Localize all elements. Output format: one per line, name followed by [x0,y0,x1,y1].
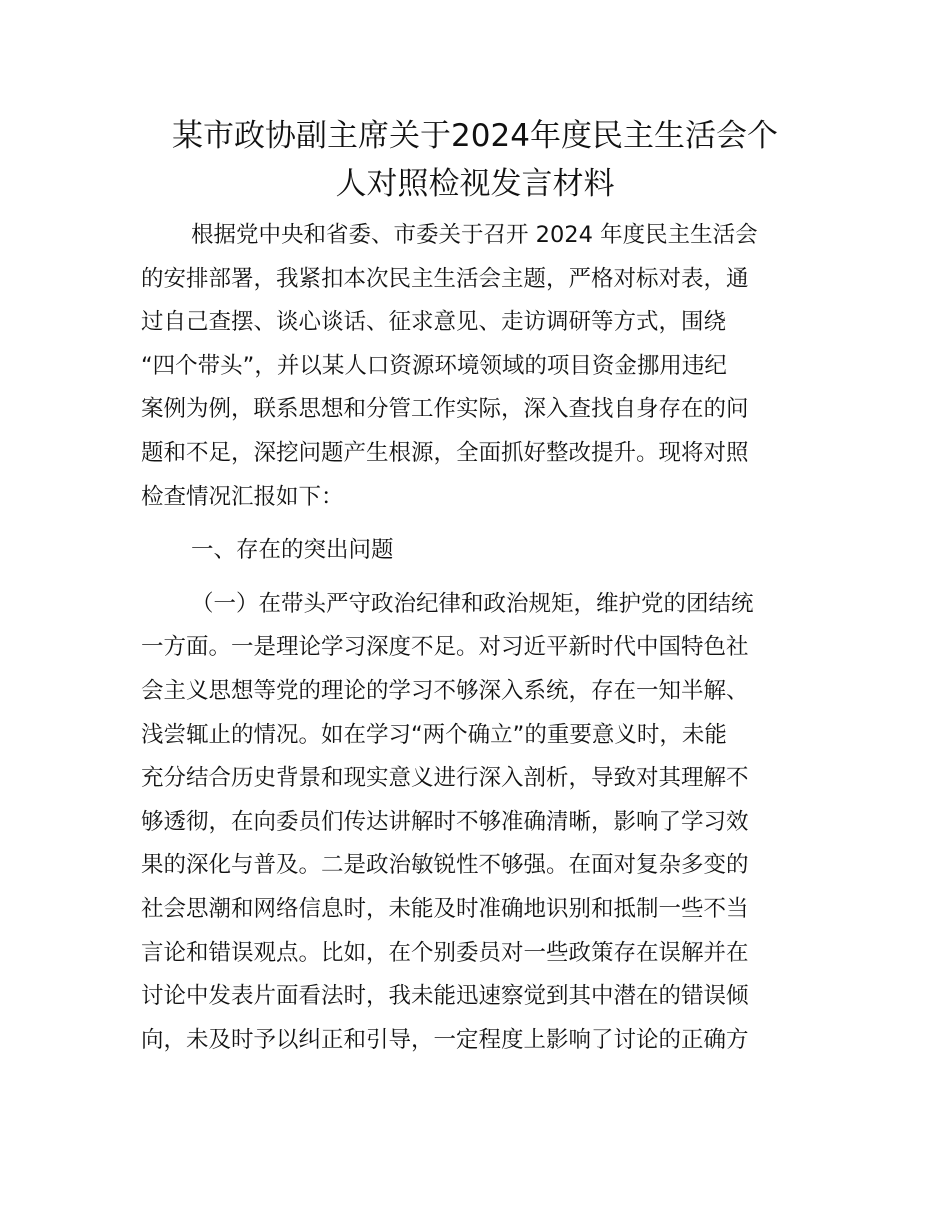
document-body [141,214,811,1062]
section-line-10: 讨论中发表片面看法时，我未能迅速察觉到其中潜在的错误倾 [141,983,749,1010]
intro-line-6: 题和不足，深挖问题产生根源，全面抓好整改提升。现将对照 [141,439,749,466]
title-line-2: 人对照检视发言材料 [335,166,615,202]
section-line-8: 社会思潮和网络信息时，未能及时准确地识别和抵制一些不当 [141,895,749,922]
section-line-7: 果的深化与普及。二是政治敏锐性不够强。在面对复杂多变的 [141,852,749,879]
section-line-1: （一）在带头严守政治纪律和政治规矩，维护党的团结统 [191,590,754,617]
title-line-1: 某市政协副主席关于2024年度民主生活会个 [172,118,778,154]
document-title [120,112,830,208]
section-line-9: 言论和错误观点。比如，在个别委员对一些政策存在误解并在 [141,939,749,966]
section-line-6: 够透彻，在向委员们传达讲解时不够准确清晰，影响了学习效 [141,808,749,835]
intro-line-3: 过自己查摆、谈心谈话、征求意见、走访调研等方式，围绕 [141,309,727,336]
section-line-3: 会主义思想等党的理论的学习不够深入系统，存在一知半解、 [141,677,749,704]
intro-paragraph [141,214,811,519]
intro-line-2: 的安排部署，我紧扣本次民主生活会主题，严格对标对表，通 [141,265,749,292]
section-line-5: 充分结合历史背景和现实意义进行深入剖析，导致对其理解不 [141,765,749,792]
section-heading: 一、存在的突出问题 [191,537,394,564]
section-line-4: 浅尝辄止的情况。如在学习“两个确立”的重要意义时，未能 [141,721,727,748]
intro-line-5: 案例为例，联系思想和分管工作实际，深入查找自身存在的问 [141,396,749,423]
intro-line-1: 根据党中央和省委、市委关于召开 2024 年度民主生活会 [191,222,758,248]
section-line-2: 一方面。一是理论学习深度不足。对习近平新时代中国特色社 [141,634,749,661]
section-paragraph [141,583,811,1063]
intro-line-7: 检查情况汇报如下： [141,483,344,510]
section-line-11: 向，未及时予以纠正和引导，一定程度上影响了讨论的正确方 [141,1026,749,1053]
intro-line-4: “四个带头”，并以某人口资源环境领域的项目资金挪用违纪 [141,352,727,379]
